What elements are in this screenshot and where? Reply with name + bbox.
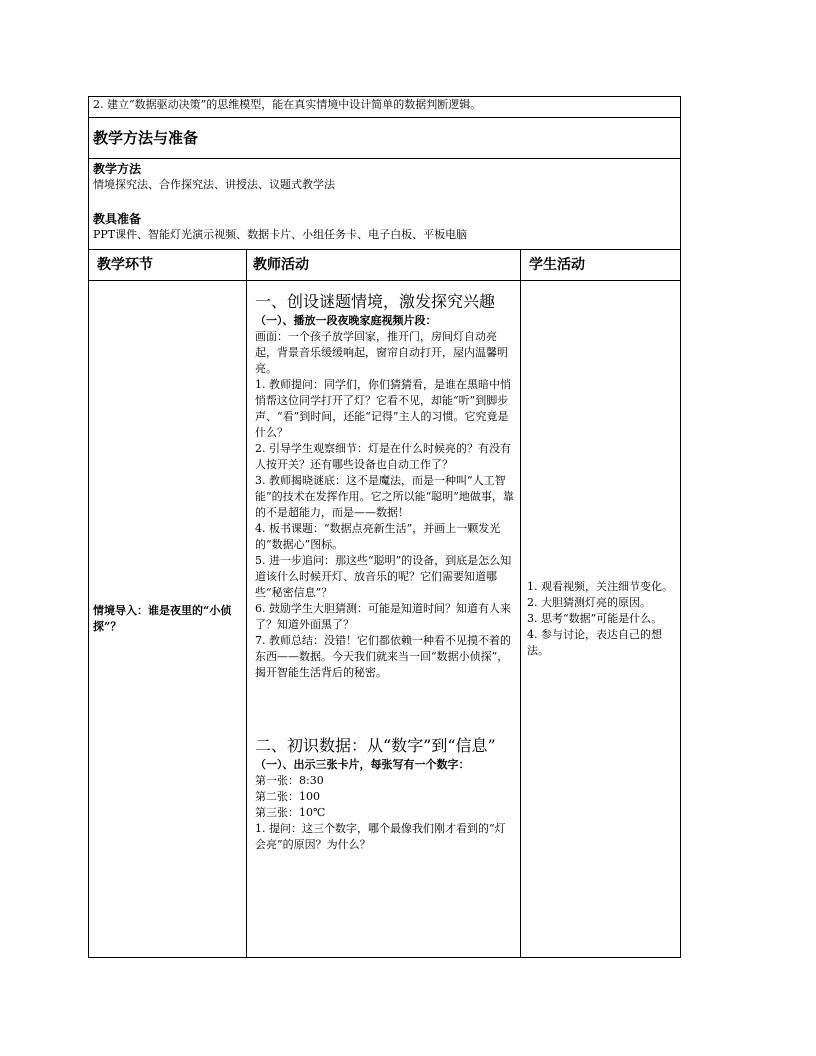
lesson-plan-table	[88, 96, 681, 958]
part1-line: 6. 鼓励学生大胆猜测：可能是知道时间？知道有人来了？知道外面黑了？	[255, 602, 511, 631]
student-line: 2. 大胆猜测灯亮的原因。	[527, 596, 651, 609]
student-column-header: 学生活动	[521, 250, 681, 281]
objective-2-text: 2. 建立“数据驱动决策”的思维模型，能在真实情境中设计简单的数据判断逻辑。	[89, 97, 681, 118]
part2-subtitle: （一）、出示三张卡片，每张写有一个数字：	[255, 758, 470, 771]
part1-title: 一、创设谜题情境，激发探究兴趣	[255, 292, 496, 311]
part1-subtitle: （一）、播放一段夜晚家庭视频片段：	[255, 314, 437, 327]
student-activity-cell	[521, 281, 681, 958]
part1-line: 2. 引导学生观察细节：灯是在什么时候亮的？有没有人按开关？还有哪些设备也自动工作了？	[255, 442, 511, 471]
student-line: 3. 思考“数据”可能是什么。	[527, 612, 663, 625]
tools-title: 教具准备	[93, 212, 142, 226]
stage-text: 情境导入：谁是夜里的“小侦探”？	[93, 604, 232, 633]
intro-row	[89, 281, 681, 958]
part1-line: 3. 教师揭晓谜底：这不是魔法，而是一种叫“人工智能”的技术在发挥作用。它之所以能“聪明”地做事，靠的不是超能力，而是——数据！	[255, 474, 514, 519]
methods-heading: 教学方法与准备	[93, 129, 199, 147]
teacher-activity-cell	[247, 281, 521, 958]
stage-column-header: 教学环节	[89, 250, 247, 281]
part1-line: 5. 进一步追问：那这些“聪明”的设备，到底是怎么知道该什么时候开灯、放音乐的呢？它们需要知道哪些“秘密信息”？	[255, 554, 512, 599]
column-header-row	[89, 250, 681, 281]
methods-heading-row	[89, 118, 681, 159]
part2-line: 第三张：10℃	[255, 806, 326, 819]
method-text: 情境探究法、合作探究法、讲授法、议题式教学法	[93, 178, 335, 191]
stage-cell	[89, 281, 247, 958]
part1-line: 7. 教师总结：没错！它们都依赖一种看不见摸不着的东西——数据。今天我们就来当一回“数据小侦探”，揭开智能生活背后的秘密。	[255, 634, 511, 679]
lesson-plan-sheet	[88, 96, 680, 958]
part2-line: 第一张：8:30	[255, 774, 324, 787]
method-title: 教学方法	[93, 162, 142, 176]
methods-content-row	[89, 159, 681, 250]
part1-line: 1. 教师提问：同学们，你们猜猜看，是谁在黑暗中悄悄帮这位同学打开了灯？它看不见，却能“听”到脚步声、“看”到时间，还能“记得”主人的习惯。它究竟是什么？	[255, 378, 511, 439]
student-line: 4. 参与讨论，表达自己的想法。	[527, 628, 662, 657]
student-line: 1. 观看视频，关注细节变化。	[527, 580, 673, 593]
part1-line: 画面：一个孩子放学回家，推开门，房间灯自动亮起，背景音乐缓缓响起，窗帘自动打开，屋内温馨明亮。	[255, 330, 508, 375]
objective-row	[89, 97, 681, 118]
tools-text: PPT课件、智能灯光演示视频、数据卡片、小组任务卡、电子白板、平板电脑	[93, 228, 468, 241]
part2-line: 第二张：100	[255, 790, 320, 803]
teacher-column-header: 教师活动	[247, 250, 521, 281]
part2-title: 二、初识数据：从“数字”到“信息”	[255, 736, 496, 755]
part1-line: 4. 板书课题：“数据点亮新生活”，并画上一颗发光的“数据心”图标。	[255, 522, 501, 551]
part2-line: 1. 提问：这三个数字，哪个最像我们刚才看到的“灯会亮”的原因？为什么？	[255, 822, 506, 851]
